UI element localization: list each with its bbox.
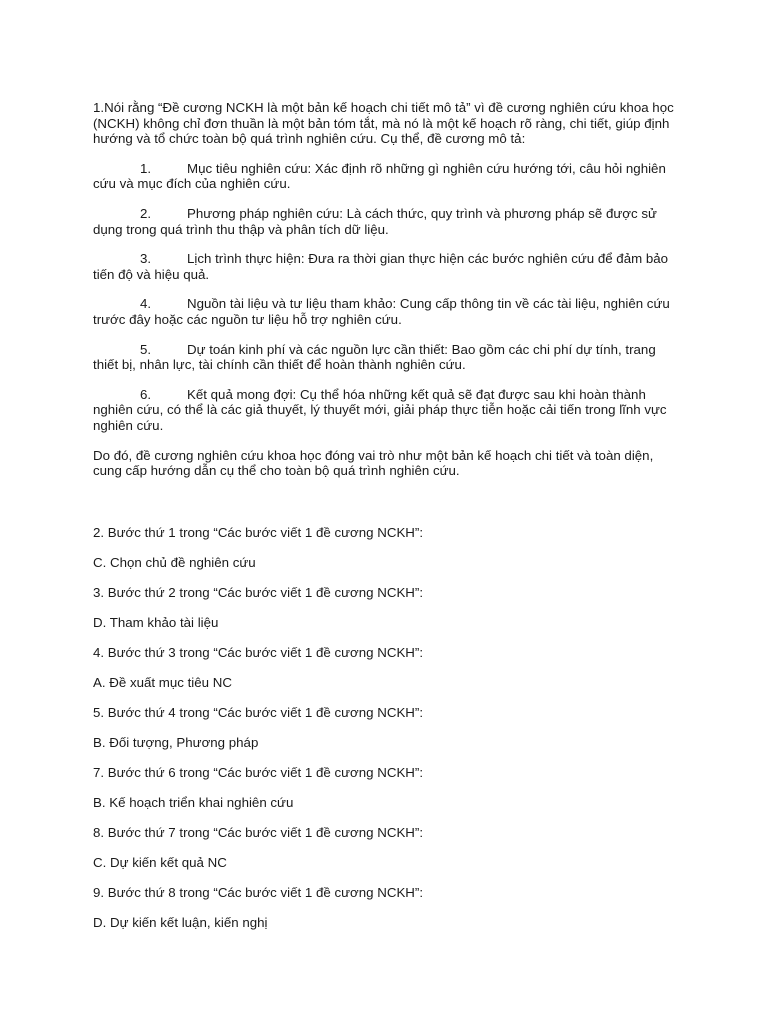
list-item <box>93 161 683 192</box>
answer-text: B. Kế hoạch triển khai nghiên cứu <box>93 795 294 810</box>
question-text: 5. Bước thứ 4 trong “Các bước viết 1 đề cương NCKH”: <box>93 705 424 720</box>
question-text: 9. Bước thứ 8 trong “Các bước viết 1 đề cương NCKH”: <box>93 885 424 900</box>
list-item-number: 1. <box>140 160 152 176</box>
document-body <box>93 100 683 479</box>
list-item-text: Kết quả mong đợi: Cụ thể hóa những kết quả sẽ đạt được sau khi hoàn thành nghiên cứu, có thể là các giả thuyết, lý thuyết mới, giải pháp thực tiễn hoặc cải tiến trong lĩnh vực nghiên cứu. <box>93 386 667 433</box>
list-item-text: Phương pháp nghiên cứu: Là cách thức, quy trình và phương pháp sẽ được sử dụng trong quá trình thu thập và phân tích dữ liệu. <box>93 205 657 237</box>
answer-text: A. Đề xuất mục tiêu NC <box>93 675 232 690</box>
list-item-number: 5. <box>140 341 152 357</box>
qa-list <box>93 525 683 945</box>
question-text: 7. Bước thứ 6 trong “Các bước viết 1 đề cương NCKH”: <box>93 765 424 780</box>
answer-text: B. Đối tượng, Phương pháp <box>93 735 259 750</box>
list-item-number: 2. <box>140 205 152 221</box>
question-text: 8. Bước thứ 7 trong “Các bước viết 1 đề cương NCKH”: <box>93 825 424 840</box>
answer-text: C. Chọn chủ đề nghiên cứu <box>93 555 256 570</box>
intro-paragraph: 1.Nói rằng “Đề cương NCKH là một bản kế hoạch chi tiết mô tả” vì đề cương nghiên cứu khoa học (NCKH) không chỉ đơn thuần là một bản tóm tắt, mà nó là một kế hoạch rõ ràng, chi tiết, giúp định hướng và tổ chức toàn bộ quá trình nghiên cứu. Cụ thể, đề cương mô tả: <box>93 100 674 147</box>
list-item <box>93 342 683 373</box>
list-item-number: 3. <box>140 251 152 267</box>
list-item-text: Mục tiêu nghiên cứu: Xác định rõ những gì nghiên cứu hướng tới, câu hỏi nghiên cứu và mục đích của nghiên cứu. <box>93 160 666 192</box>
list-item-text: Nguồn tài liệu và tư liệu tham khảo: Cung cấp thông tin về các tài liệu, nghiên cứu trước đây hoặc các nguồn tư liệu hỗ trợ nghiên cứu. <box>93 296 670 327</box>
list-item <box>93 251 683 282</box>
question-text: 3. Bước thứ 2 trong “Các bước viết 1 đề cương NCKH”: <box>93 585 424 600</box>
list-item <box>93 387 683 434</box>
conclusion-paragraph: Do đó, đề cương nghiên cứu khoa học đóng vai trò như một bản kế hoạch chi tiết và toàn diện, cung cấp hướng dẫn cụ thể cho toàn bộ quá trình nghiên cứu. <box>93 447 654 479</box>
list-item-text: Lịch trình thực hiện: Đưa ra thời gian thực hiện các bước nghiên cứu để đảm bảo tiến độ và hiệu quả. <box>93 251 669 282</box>
answer-text: D. Tham khảo tài liệu <box>93 615 219 630</box>
list-item <box>93 296 683 327</box>
question-text: 4. Bước thứ 3 trong “Các bước viết 1 đề cương NCKH”: <box>93 645 424 660</box>
answer-text: C. Dự kiến kết quả NC <box>93 855 227 870</box>
list-item <box>93 206 683 237</box>
question-text: 2. Bước thứ 1 trong “Các bước viết 1 đề cương NCKH”: <box>93 525 424 540</box>
outline-list <box>93 161 683 434</box>
list-item-text: Dự toán kinh phí và các nguồn lực cần thiết: Bao gồm các chi phí dự tính, trang thiết bị, nhân lực, tài chính cần thiết để hoàn thành nghiên cứu. <box>93 341 656 373</box>
list-item-number: 6. <box>140 386 152 402</box>
list-item-number: 4. <box>140 296 152 312</box>
answer-text: D. Dự kiến kết luận, kiến nghị <box>93 915 268 930</box>
